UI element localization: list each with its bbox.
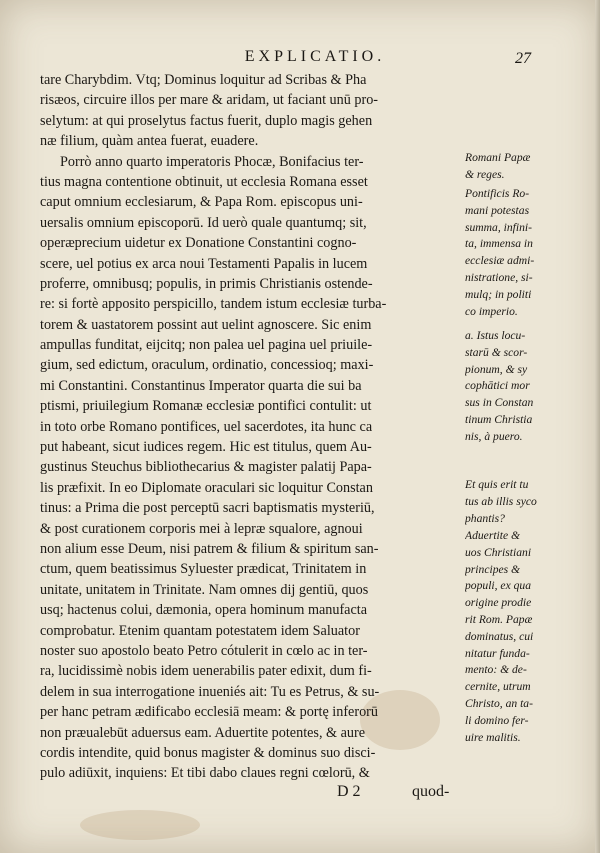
catchline (40, 783, 460, 805)
text-line: risæos, circuire illos per mare & aridam, ut faciant unū pro- (40, 92, 379, 109)
text-line: torem & uastatorem possint aut uelint agnoscere. Sic enim (40, 316, 372, 333)
marginal-note-line: nitatur funda- (465, 646, 530, 660)
text-line: mi Constantini. Constantinus Imperator quarta die sui ba (40, 377, 362, 394)
text-line: operæprecium uidetur ex Donatione Constantini cogno- (40, 235, 357, 252)
page-edge (595, 0, 600, 853)
text-line: uersalis omnium episcoporū. Id uerò quale quantumq; sit, (40, 214, 367, 231)
marginal-note-line: co imperio. (465, 304, 518, 318)
marginal-note-line: cophātici mor (465, 379, 530, 393)
marginal-note-line: ta, immensa in (465, 237, 533, 251)
text-line: ampullas funditat, eijcitq; non palea uel pagina uel priuile- (40, 337, 373, 354)
text-line: scere, uel potius ex arca noui Testamenti Papalis in lucem (40, 255, 368, 272)
marginal-note-line: ecclesiæ admi- (465, 254, 535, 268)
marginal-note-line: Pontificis Ro- (465, 187, 530, 200)
text-line: tius magna contentione obtinuit, ut ecclesia Romana esset (40, 173, 368, 190)
text-line: Porrò anno quarto imperatoris Phocæ, Bonifacius ter- (60, 153, 364, 170)
text-line: gium, sed edictum, oraculum, ordinatio, concessioq; maxi- (40, 357, 374, 374)
text-line: ctum, quem beatissimus Syluester prædicat, Trinitatem in (40, 561, 367, 578)
catchword: quod- (412, 783, 450, 800)
text-line: cordis intendite, quid bonus magister & dominus suo disci- (40, 744, 376, 761)
marginal-note (465, 528, 590, 746)
signature-mark: D 2 (337, 783, 361, 800)
marginal-note (465, 328, 590, 446)
text-line: pulo adiūxit, inquiens: Et tibi dabo claues regni cœlorū, & (40, 765, 370, 782)
running-title: EXPLICATIO. (244, 48, 386, 65)
marginal-note-line: sus in Constan (465, 396, 534, 410)
marginal-note (465, 150, 590, 184)
marginal-note-line: pionum, & sy (465, 362, 528, 376)
marginal-note-line: starū & scor- (465, 345, 528, 359)
main-text-block (40, 70, 460, 784)
text-line: selytum: at qui proselytus factus fuerit, duplo magis gehen (40, 112, 373, 129)
marginal-note (465, 186, 590, 320)
marginal-note-line: Romani Papæ (465, 151, 531, 164)
text-line: unitate, unitatem in Trinitate. Nam omnes dij gentiū, quos (40, 581, 369, 598)
text-line: noster suo apostolo beato Petro cótulerit in cœlo ac in ter- (40, 642, 368, 659)
text-line: non alium esse Deum, nisi patrem & filium & spiritum san- (40, 540, 379, 557)
marginal-note-line: li domino fer- (465, 713, 529, 727)
text-line: proferre, omnibusq; populis, in primis Christianis ostende- (40, 275, 373, 292)
marginal-note-line: Et quis erit tu (465, 478, 529, 491)
text-line: in toto orbe Romano pontifices, uel sacerdotes, ita hunc ca (40, 418, 373, 435)
marginal-note-line: cernite, utrum (465, 680, 531, 694)
marginal-note-line: a. Istus locu- (465, 329, 526, 342)
marginal-note-line: summa, infini- (465, 220, 532, 234)
text-line: tare Charybdim. Vtq; Dominus loquitur ad Scribas & Pha (40, 72, 367, 88)
marginal-note-line: mani potestas (465, 203, 530, 217)
marginal-note-line: mulq; in politi (465, 287, 532, 301)
text-line: tinus: a Prima die post perceptū sacri baptismatis mysteriū, (40, 500, 375, 517)
marginal-note-line: nistratione, si- (465, 270, 533, 284)
text-line: put habeant, sicut iudices regem. Hic est titulus, quem Au- (40, 439, 372, 456)
text-line: per hanc petram ædificabo ecclesiā meam: & portę inferorū (40, 704, 378, 721)
text-line: comprobatur. Etenim quantam potestatem idem Saluator (40, 622, 360, 639)
marginal-note-line: dominatus, cui (465, 629, 534, 643)
marginal-note-line: origine prodie (465, 596, 532, 610)
marginal-note-line: & reges. (465, 167, 505, 181)
marginal-note-line: tus ab illis syco (465, 494, 537, 508)
text-line: & post curationem corporis mei à lepræ squalore, agnoui (40, 520, 363, 537)
page-number: 27 (515, 50, 531, 67)
text-line: ptismi, priuilegium Romanæ ecclesiæ pontifici contulit: ut (40, 398, 372, 415)
marginal-note-line: Christo, an ta- (465, 696, 533, 710)
marginal-note-line: mento: & de- (465, 663, 527, 677)
text-line: lis præfixit. In eo Diplomate oraculari sic loquitur Constan (40, 479, 373, 496)
marginal-note-line: uire malitis. (465, 730, 521, 744)
text-line: caput omnium ecclesiarum, & Papa Rom. episcopus uni- (40, 194, 363, 211)
marginal-note-line: nis, à puero. (465, 429, 523, 443)
text-line: næ filium, quàm antea fuerat, euadere. (40, 133, 259, 150)
marginal-note (465, 477, 590, 527)
marginal-note-line: uos Christiani (465, 545, 532, 559)
marginal-note-line: Aduertite & (465, 529, 521, 542)
text-line: delem in sua interrogatione inueniés ait: Tu es Petrus, & su- (40, 683, 380, 700)
text-line: usq; hactenus colui, dæmonia, opera hominum manufacta (40, 602, 368, 619)
paper-stain (80, 810, 200, 840)
marginal-note-line: rit Rom. Papæ (465, 612, 533, 626)
marginal-note-line: phantis? (465, 511, 505, 525)
marginal-note-line: populi, ex qua (465, 579, 532, 593)
text-line: non præualebūt aduersus eam. Aduertite potentes, & aure (40, 724, 366, 741)
text-line: ra, lucidissimè nobis idem uenerabilis pater edixit, dum fi- (40, 663, 372, 680)
marginal-note-line: tinum Christia (465, 412, 533, 426)
marginal-note-line: principes & (465, 562, 521, 576)
text-line: gustinus Steuchus bibliothecarius & magister palatij Papa- (40, 459, 372, 476)
text-line: re: si fortè apposito perspicillo, tandem istum ecclesiæ turba- (40, 296, 387, 313)
